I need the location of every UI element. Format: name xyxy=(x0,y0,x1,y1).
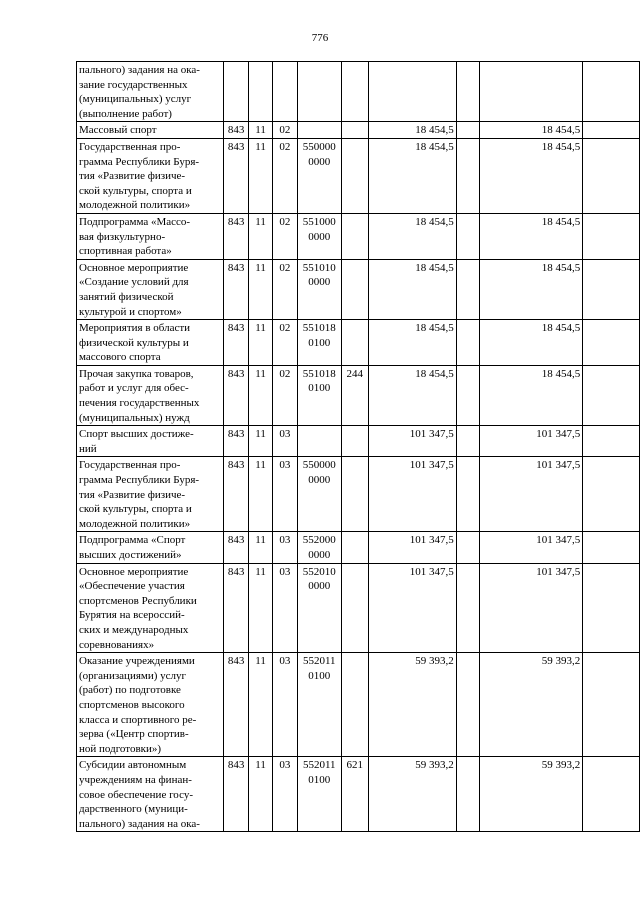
amount-total-cell: 101 347,5 xyxy=(480,532,583,563)
amount-total-cell: 101 347,5 xyxy=(480,563,583,653)
empty-cell xyxy=(456,426,479,457)
subsection-code-cell: 03 xyxy=(273,532,297,563)
table-row xyxy=(77,457,640,532)
target-article-line: 0000 xyxy=(308,580,331,593)
section-code-cell: 11 xyxy=(248,365,272,425)
target-article-line: 0100 xyxy=(308,669,331,682)
item-name-line: работ и услуг для обес- xyxy=(79,382,189,395)
ministry-code-cell: 843 xyxy=(224,532,249,563)
expense-type-cell: 244 xyxy=(342,365,369,425)
ministry-code-cell: 843 xyxy=(224,563,249,653)
subsection-code-cell: 02 xyxy=(273,138,297,213)
item-name-line: Спорт высших достиже- xyxy=(79,428,194,441)
page-number: 776 xyxy=(311,32,329,44)
target-article-line: 0000 xyxy=(308,549,331,561)
item-name-line: спортсменов Республики xyxy=(79,594,197,607)
ministry-code-cell: 843 xyxy=(224,259,249,319)
section-code-cell: 11 xyxy=(248,320,272,366)
table-row xyxy=(77,213,640,259)
ministry-code-cell: 843 xyxy=(224,122,249,139)
item-name-line: пального) задания на ока- xyxy=(79,817,200,830)
amount-cell: 18 454,5 xyxy=(368,138,456,213)
item-name-line: зерва («Центр спортив- xyxy=(79,728,189,741)
empty-cell xyxy=(456,213,479,259)
item-name-cell xyxy=(77,138,224,213)
expense-type-cell: 621 xyxy=(342,757,369,832)
empty-cell xyxy=(456,320,479,366)
empty-cell xyxy=(456,259,479,319)
expense-type-cell xyxy=(342,122,369,139)
item-name-line: Массовый спорт xyxy=(79,124,157,137)
empty-cell xyxy=(456,62,479,122)
empty-cell xyxy=(583,457,640,532)
amount-cell: 101 347,5 xyxy=(368,426,456,457)
item-name-line: Государственная про- xyxy=(79,140,181,153)
amount-total-cell: 18 454,5 xyxy=(480,320,583,366)
item-name-line: ской культуры, спорта и xyxy=(79,503,192,516)
section-code-cell: 11 xyxy=(248,457,272,532)
amount-total-cell: 18 454,5 xyxy=(480,259,583,319)
subsection-code-cell: 03 xyxy=(273,757,297,832)
expense-type-cell xyxy=(342,653,369,757)
item-name-cell xyxy=(77,259,224,319)
target-article-cell xyxy=(297,62,341,122)
item-name-cell xyxy=(77,426,224,457)
target-article-line: 552011 xyxy=(302,655,336,668)
item-name-line: «Обеспечение участия xyxy=(79,580,185,593)
section-code-cell: 11 xyxy=(248,259,272,319)
target-article-line: 551010 xyxy=(302,261,336,274)
empty-cell xyxy=(583,426,640,457)
ministry-code-cell: 843 xyxy=(224,653,249,757)
item-name-cell xyxy=(77,653,224,757)
empty-cell xyxy=(583,213,640,259)
target-article-line: 550000 xyxy=(302,459,336,472)
table-row xyxy=(77,426,640,457)
item-name-line: занятий физической xyxy=(79,290,174,303)
amount-total-cell: 18 454,5 xyxy=(480,213,583,259)
item-name-line: (организациями) услуг xyxy=(79,669,187,682)
empty-cell xyxy=(583,653,640,757)
amount-total-cell xyxy=(480,62,583,122)
item-name-line: Государственная про- xyxy=(79,459,181,472)
item-name-line: Основное мероприятие xyxy=(79,565,189,578)
item-name-cell xyxy=(77,213,224,259)
item-name-line: Подпрограмма «Массо- xyxy=(79,215,191,228)
empty-cell xyxy=(583,138,640,213)
item-name-line: зание государственных xyxy=(79,78,188,91)
expense-type-cell xyxy=(342,320,369,366)
amount-total-cell: 101 347,5 xyxy=(480,457,583,532)
amount-total-cell: 59 393,2 xyxy=(480,757,583,832)
table-row xyxy=(77,320,640,366)
table-row xyxy=(77,365,640,425)
section-code-cell: 11 xyxy=(248,563,272,653)
item-name-line: грамма Республики Буря- xyxy=(79,155,200,168)
subsection-code-cell: 03 xyxy=(273,426,297,457)
expense-type-cell xyxy=(342,213,369,259)
target-article-cell xyxy=(297,213,341,259)
empty-cell xyxy=(583,365,640,425)
item-name-line: Основное мероприятие xyxy=(79,261,189,274)
ministry-code-cell: 843 xyxy=(224,757,249,832)
table-row xyxy=(77,259,640,319)
target-article-cell xyxy=(297,757,341,832)
empty-cell xyxy=(456,757,479,832)
expense-type-cell xyxy=(342,563,369,653)
empty-cell xyxy=(456,457,479,532)
amount-cell: 101 347,5 xyxy=(368,532,456,563)
subsection-code-cell: 03 xyxy=(273,457,297,532)
target-article-cell xyxy=(297,457,341,532)
ministry-code-cell xyxy=(224,62,249,122)
empty-cell xyxy=(583,757,640,832)
item-name-line: (муниципальных) услуг xyxy=(79,93,192,106)
empty-cell xyxy=(456,138,479,213)
target-article-cell xyxy=(297,365,341,425)
target-article-line: 0100 xyxy=(308,773,331,786)
empty-cell xyxy=(583,563,640,653)
empty-cell xyxy=(456,653,479,757)
item-name-cell xyxy=(77,532,224,563)
ministry-code-cell: 843 xyxy=(224,138,249,213)
section-code-cell: 11 xyxy=(248,213,272,259)
ministry-code-cell: 843 xyxy=(224,365,249,425)
item-name-line: ний xyxy=(79,442,97,455)
empty-cell xyxy=(456,532,479,563)
ministry-code-cell: 843 xyxy=(224,213,249,259)
target-article-line: 550000 xyxy=(302,140,336,153)
table-row xyxy=(77,62,640,122)
expense-type-cell xyxy=(342,426,369,457)
item-name-cell xyxy=(77,457,224,532)
item-name-line: Мероприятия в области xyxy=(79,322,191,335)
amount-cell xyxy=(368,62,456,122)
target-article-line: 0000 xyxy=(308,155,331,168)
target-article-cell xyxy=(297,320,341,366)
empty-cell xyxy=(583,259,640,319)
target-article-line: 551018 xyxy=(302,322,336,335)
subsection-code-cell: 03 xyxy=(273,653,297,757)
target-article-cell xyxy=(297,653,341,757)
item-name-cell xyxy=(77,563,224,653)
item-name-line: культурой и спортом» xyxy=(79,305,182,318)
target-article-line: 0100 xyxy=(308,382,331,395)
section-code-cell: 11 xyxy=(248,532,272,563)
item-name-line: спортивная работа» xyxy=(79,245,172,258)
item-name-line: класса и спортивного ре- xyxy=(79,713,197,726)
item-name-line: Бурятия на всероссий- xyxy=(79,609,185,622)
item-name-line: тия «Развитие физиче- xyxy=(79,488,186,501)
item-name-line: Подпрограмма «Спорт xyxy=(79,534,186,547)
amount-total-cell: 18 454,5 xyxy=(480,365,583,425)
target-article-line: 0000 xyxy=(308,474,331,487)
subsection-code-cell: 03 xyxy=(273,563,297,653)
item-name-line: физической культуры и xyxy=(79,336,189,349)
item-name-cell xyxy=(77,62,224,122)
section-code-cell: 11 xyxy=(248,653,272,757)
section-code-cell: 11 xyxy=(248,122,272,139)
amount-cell: 18 454,5 xyxy=(368,320,456,366)
item-name-line: грамма Республики Буря- xyxy=(79,474,200,487)
amount-cell: 18 454,5 xyxy=(368,122,456,139)
table-row xyxy=(77,563,640,653)
amount-total-cell: 18 454,5 xyxy=(480,122,583,139)
empty-cell xyxy=(583,532,640,563)
table-row xyxy=(77,757,640,832)
expense-type-cell xyxy=(342,62,369,122)
target-article-line: 552010 xyxy=(302,565,336,578)
item-name-line: (муниципальных) нужд xyxy=(79,411,190,424)
item-name-line: Оказание учреждениями xyxy=(79,655,195,668)
subsection-code-cell: 02 xyxy=(273,259,297,319)
empty-cell xyxy=(583,122,640,139)
section-code-cell: 11 xyxy=(248,138,272,213)
amount-total-cell: 18 454,5 xyxy=(480,138,583,213)
target-article-cell xyxy=(297,532,341,563)
target-article-cell xyxy=(297,259,341,319)
item-name-line: ской культуры, спорта и xyxy=(79,184,192,197)
target-article-cell xyxy=(297,563,341,653)
expense-type-cell xyxy=(342,138,369,213)
ministry-code-cell: 843 xyxy=(224,457,249,532)
item-name-line: молодежной политики» xyxy=(79,199,191,212)
subsection-code-cell: 02 xyxy=(273,213,297,259)
target-article-line: 0100 xyxy=(308,336,331,349)
item-name-line: молодежной политики» xyxy=(79,517,191,530)
target-article-line: 552000 xyxy=(302,534,336,547)
expense-type-cell xyxy=(342,259,369,319)
budget-table xyxy=(76,61,640,832)
item-name-cell xyxy=(77,365,224,425)
table-row xyxy=(77,532,640,563)
empty-cell xyxy=(456,365,479,425)
item-name-line: Прочая закупка товаров, xyxy=(79,367,194,380)
empty-cell xyxy=(456,563,479,653)
table-row xyxy=(77,138,640,213)
target-article-line: 0000 xyxy=(308,230,331,243)
empty-cell xyxy=(583,62,640,122)
item-name-line: спортсменов высокого xyxy=(79,698,185,711)
item-name-line: массового спорта xyxy=(79,351,161,364)
subsection-code-cell xyxy=(273,62,297,122)
item-name-line: дарственного (муници- xyxy=(79,803,188,816)
subsection-code-cell: 02 xyxy=(273,122,297,139)
item-name-line: соревнованиях» xyxy=(79,638,155,651)
item-name-line: «Создание условий для xyxy=(79,276,189,289)
target-article-cell xyxy=(297,426,341,457)
amount-total-cell: 101 347,5 xyxy=(480,426,583,457)
item-name-cell xyxy=(77,757,224,832)
amount-total-cell: 59 393,2 xyxy=(480,653,583,757)
table-row xyxy=(77,122,640,139)
amount-cell: 18 454,5 xyxy=(368,213,456,259)
item-name-line: ских и международных xyxy=(79,623,189,636)
item-name-line: ной подготовки») xyxy=(79,742,162,755)
target-article-line: 551018 xyxy=(302,367,336,380)
amount-cell: 18 454,5 xyxy=(368,365,456,425)
subsection-code-cell: 02 xyxy=(273,320,297,366)
item-name-line: совое обеспечение госу- xyxy=(79,788,193,801)
item-name-line: (выполнение работ) xyxy=(79,107,172,120)
expense-type-cell xyxy=(342,532,369,563)
item-name-line: учреждениям на финан- xyxy=(79,773,192,786)
item-name-line: тия «Развитие физиче- xyxy=(79,170,186,183)
budget-table-body xyxy=(77,62,640,832)
item-name-line: (работ) по подготовке xyxy=(79,684,181,697)
empty-cell xyxy=(456,122,479,139)
expense-type-cell xyxy=(342,457,369,532)
amount-cell: 59 393,2 xyxy=(368,653,456,757)
ministry-code-cell: 843 xyxy=(224,426,249,457)
amount-cell: 101 347,5 xyxy=(368,563,456,653)
section-code-cell: 11 xyxy=(248,426,272,457)
target-article-cell xyxy=(297,138,341,213)
amount-cell: 18 454,5 xyxy=(368,259,456,319)
amount-cell: 59 393,2 xyxy=(368,757,456,832)
table-row xyxy=(77,653,640,757)
target-article-line: 552011 xyxy=(302,759,336,772)
empty-cell xyxy=(583,320,640,366)
target-article-line: 551000 xyxy=(302,215,336,228)
ministry-code-cell: 843 xyxy=(224,320,249,366)
section-code-cell: 11 xyxy=(248,757,272,832)
item-name-line: вая физкультурно- xyxy=(79,230,166,243)
item-name-cell xyxy=(77,122,224,139)
item-name-line: Субсидии автономным xyxy=(79,759,187,772)
item-name-cell xyxy=(77,320,224,366)
subsection-code-cell: 02 xyxy=(273,365,297,425)
section-code-cell xyxy=(248,62,272,122)
item-name-line: пального) задания на ока- xyxy=(79,64,200,76)
target-article-line: 0000 xyxy=(308,276,331,289)
target-article-cell xyxy=(297,122,341,139)
amount-cell: 101 347,5 xyxy=(368,457,456,532)
item-name-line: печения государственных xyxy=(79,397,200,410)
item-name-line: высших достижений» xyxy=(79,549,182,561)
